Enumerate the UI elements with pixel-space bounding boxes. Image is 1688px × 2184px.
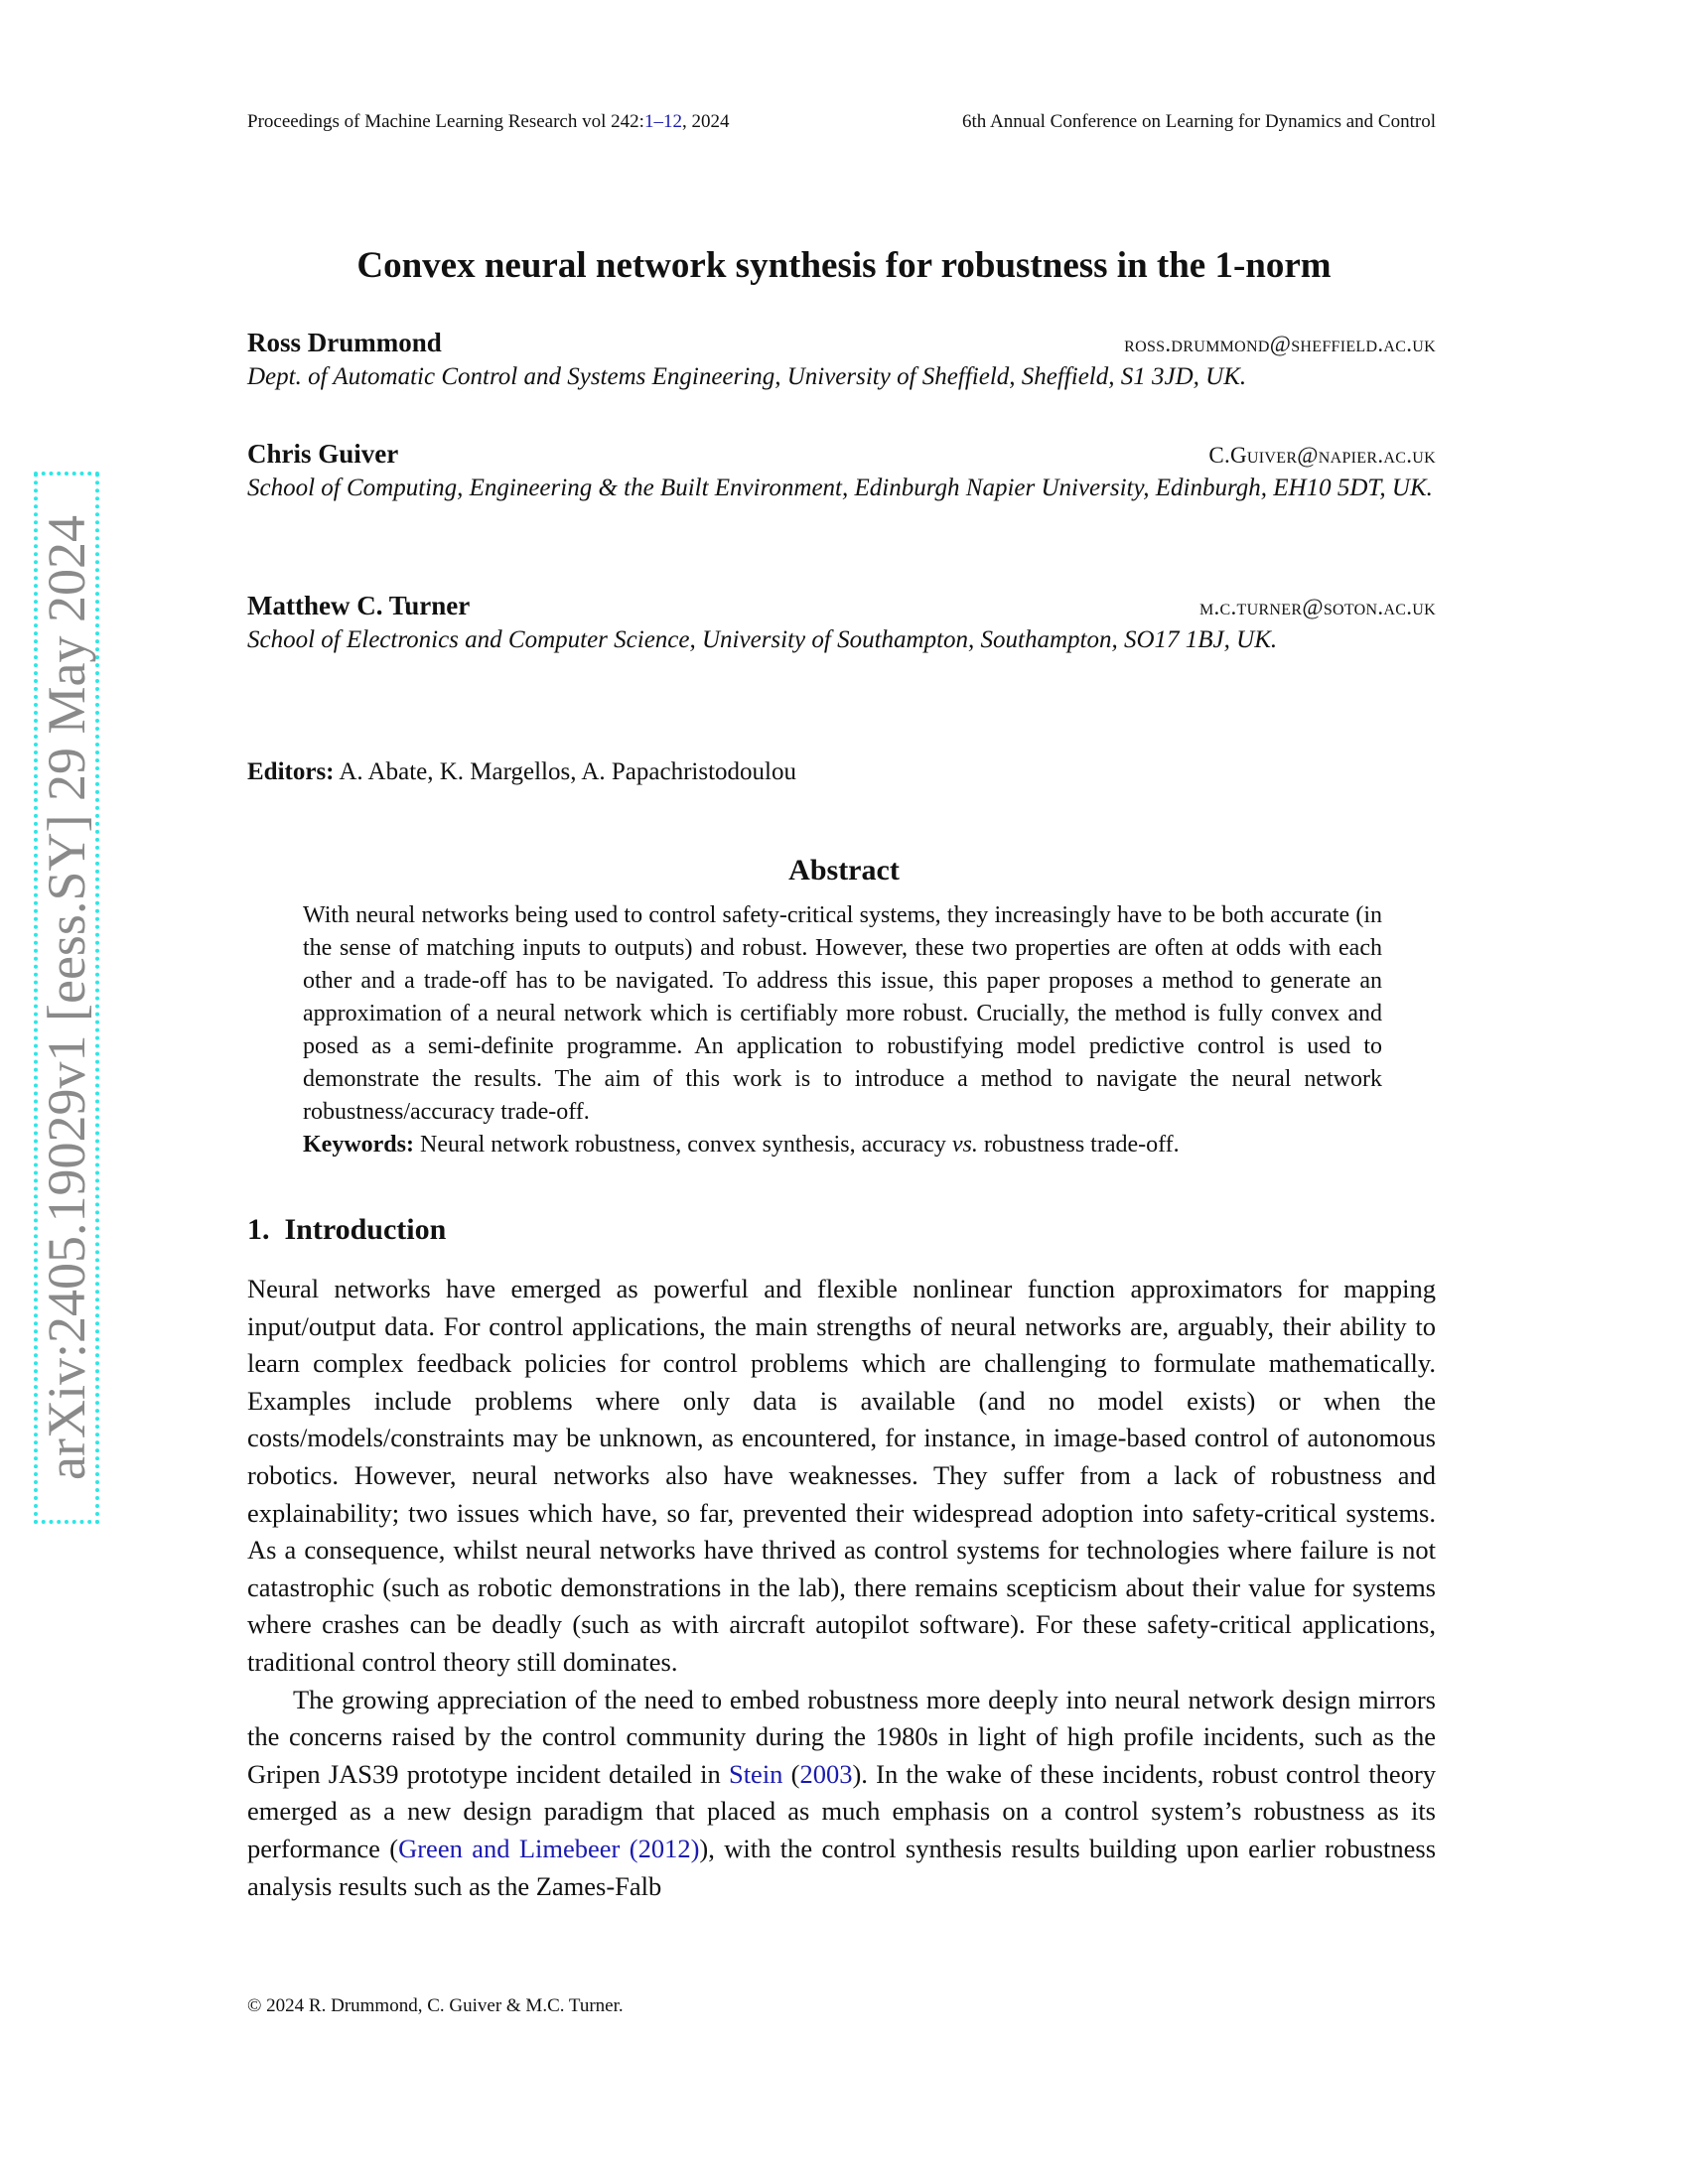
keywords-label: Keywords: (303, 1132, 414, 1158)
citation-stein-year[interactable]: 2003 (799, 1758, 853, 1789)
author-email[interactable]: ross.drummond@sheffield.ac.uk (1124, 332, 1436, 356)
conference-name: 6th Annual Conference on Learning for Dynamics and Control (962, 111, 1436, 132)
editors-label: Editors: (247, 758, 335, 785)
author-affiliation: School of Electronics and Computer Science, University of Southampton, Southampton, SO17 1BJ, UK. (247, 626, 1278, 653)
running-head (247, 111, 1436, 133)
abstract-heading: Abstract (788, 854, 900, 887)
author-email[interactable]: C.Guiver@napier.ac.uk (1208, 443, 1436, 468)
proceedings-info: Proceedings of Machine Learning Research vol 242:1–12, 2024 (247, 111, 730, 132)
author-name: Matthew C. Turner (247, 591, 471, 620)
copyright-footer: © 2024 R. Drummond, C. Guiver & M.C. Turner. (247, 1995, 624, 2016)
keywords-line: Keywords: Neural network robustness, convex synthesis, accuracy vs. robustness trade-off. (303, 1132, 1180, 1158)
page-link-start[interactable]: 1 (643, 111, 654, 132)
author-name: Chris Guiver (247, 439, 399, 469)
author-2 (247, 439, 1436, 505)
section-number: 1. (247, 1213, 270, 1246)
page-link-end[interactable]: 12 (662, 111, 682, 132)
abstract-body (303, 899, 1382, 1161)
citation-green-limebeer-year[interactable]: 2012 (637, 1833, 691, 1863)
body-text (247, 1271, 1436, 1905)
author-email[interactable]: m.c.turner@soton.ac.uk (1198, 595, 1436, 619)
author-3 (247, 591, 1436, 657)
paragraph-1: Neural networks have emerged as powerful and flexible nonlinear function approximators for mapping input/output data. For control applications, the main strengths of neural networks are, arguably, their ability to learn complex feedback policies for control problems which are challenging to formulate mathematically. Examples include problems where only data is available (and no model exists) or when the costs/models/constraints may be unknown, as encountered, for instance, in image-based control of autonomous robotics. However, neural networks also have weaknesses. They suffer from a lack of robustness and explainability; two issues which have, so far, prevented their widespread adoption into safety-critical systems. As a consequence, whilst neural networks have thrived as control systems for technologies where failure is not catastrophic (such as robotic demonstrations in the lab), there remains scepticism about their value for systems where crashes can be deadly (such as with aircraft autopilot software). For these safety-critical applications, traditional control theory still dominates. (247, 1274, 1436, 1677)
section-heading (247, 1213, 446, 1247)
author-name: Ross Drummond (247, 328, 442, 357)
author-affiliation: Dept. of Automatic Control and Systems Engineering, University of Sheffield, Sheffield, S1 3JD, UK. (247, 363, 1247, 390)
citation-stein[interactable]: Stein (728, 1758, 783, 1789)
author-affiliation: School of Computing, Engineering & the Built Environment, Edinburgh Napier University, Edinburgh, EH10 5DT, UK. (247, 475, 1433, 501)
section-title: Introduction (284, 1213, 447, 1246)
paragraph-2: The growing appreciation of the need to embed robustness more deeply into neural network design mirrors the concerns raised by the control community during the 1980s in light of high profile incidents, such as the Gripen JAS39 prototype incident detailed in Stein (2003). In the wake of these incidents, robust control theory emerged as a new design paradigm that placed as much emphasis on a control system’s robustness as its performance (Green and Limebeer (2012)), with the control synthesis results building upon earlier robustness analysis results such as the Zames-Falb (247, 1684, 1437, 1901)
editors-line (247, 758, 796, 786)
paper-title: Convex neural network synthesis for robustness in the 1-norm (356, 245, 1332, 286)
author-1 (247, 328, 1436, 394)
abstract-text: With neural networks being used to control safety-critical systems, they increasingly have to be both accurate (in the sense of matching inputs to outputs) and robust. However, these two properties are often at odds with each other and a trade-off has to be navigated. To address this issue, this paper proposes a method to generate an approximation of a neural network which is certifiably more robust. Crucially, the method is fully convex and posed as a semi-definite programme. An application to robustifying model predictive control is used to demonstrate the results. The aim of this work is to introduce a method to navigate the neural network robustness/accuracy trade-off. (303, 902, 1382, 1125)
arxiv-stamp[interactable]: arXiv:2405.19029v1 [eess.SY] 29 May 2024 (34, 472, 99, 1524)
citation-green-limebeer[interactable]: Green and Limebeer (398, 1833, 621, 1863)
editors-names: A. Abate, K. Margellos, A. Papachristodoulou (334, 758, 796, 785)
